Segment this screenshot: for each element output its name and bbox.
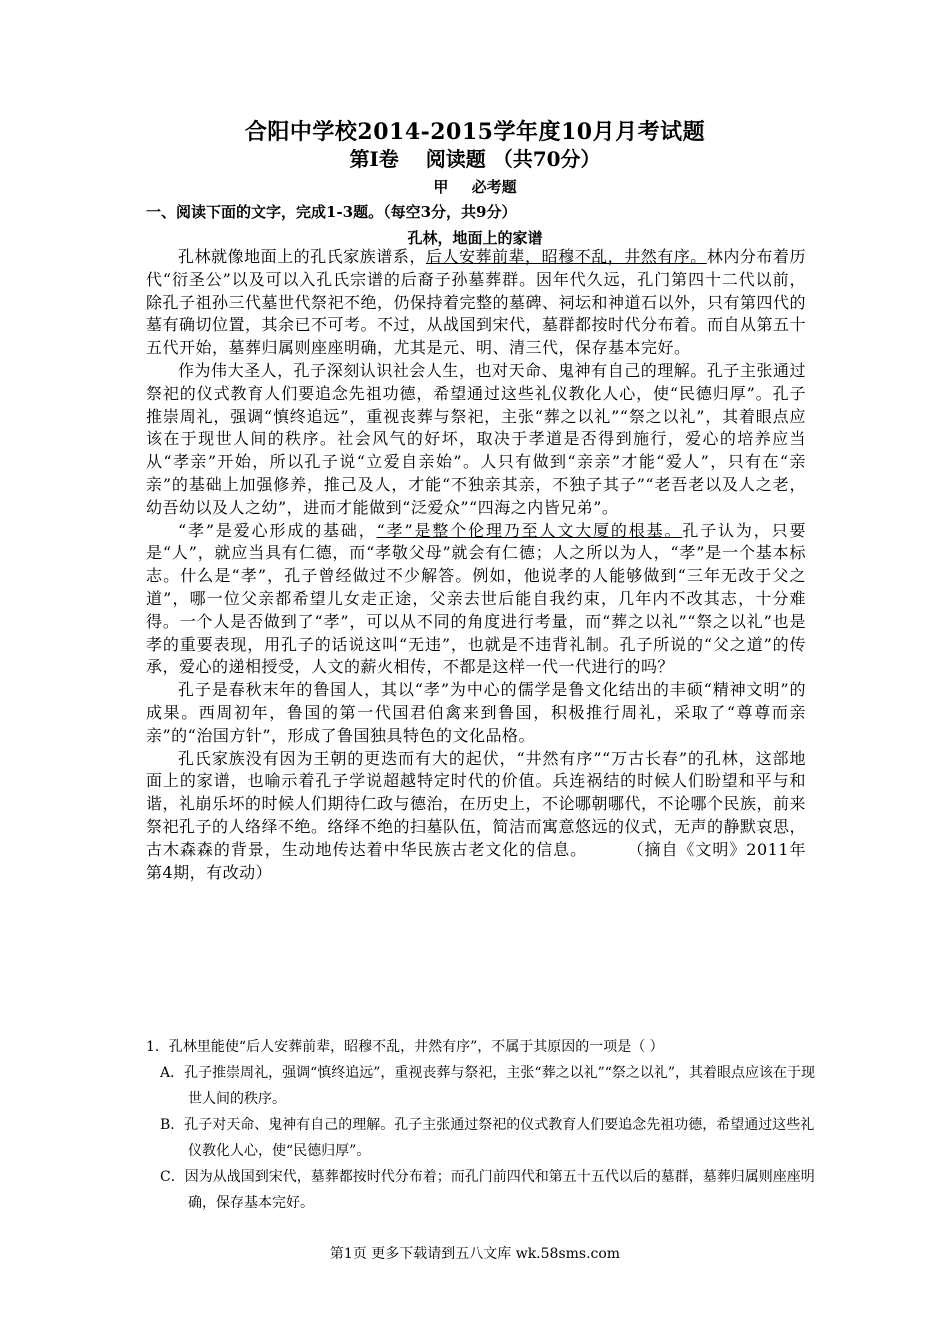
question-1-option-a: A．孔子推崇周礼，强调“慎终追远”，重视丧葬与祭祀，主张“葬之以礼”“祭之以礼”，其着眼点应该在于现世人间的秩序。 xyxy=(160,1065,816,1107)
article-paragraph-3: “孝”是爱心形成的基础，“孝”是整个伦理乃至人文大厦的根基。孔子认为，只要是“人”，就应当具有仁德，而“孝敬父母”就会有仁德；人之所以为人，“孝”是一个基本标志。什么是“孝”，孔子曾经做过不少解答。例如，他说孝的人能够做到“三年无改于父之道”，哪一位父亲都希望儿女走正途，父亲去世后能自我约束，几年内不改其志，十分难得。一个人是否做到了“孝”，可以从不同的角度进行考量，而“葬之以礼”“祭之以礼”也是孝的重要表现，用孔子的话说这叫“无违”，也就是不违背礼制。孔子所说的“父之道”的传承，爱心的递相授受，人文的薪火相传，不都是这样一代一代进行的吗？ xyxy=(146,520,806,677)
article-paragraph-1: 孔林就像地面上的孔氏家族谱系，后人安葬前辈，昭穆不乱，井然有序。林内分布着历代“衍圣公”以及可以入孔氏宗谱的后裔子孙墓葬群。因年代久远，孔门第四十二代以前，除孔子祖孙三代墓世代祭祀不绝，仍保持着完整的墓碑、祠坛和神道石以外，只有第四代的墓有确切位置，其余已不可考。不过，从战国到宋代，墓群都按时代分布着。而自从第五十五代开始，墓葬归属则座座明确，尤其是元、明、清三代，保存基本完好。 xyxy=(146,247,807,358)
part-title: 第Ⅰ卷 阅读题 （共70分） xyxy=(349,147,601,171)
page-footer: 第1页 更多下载请到五八文库 wk.58sms.com xyxy=(329,1246,621,1262)
article-paragraph-2: 作为伟大圣人，孔子深刻认识社会人生，也对天命、鬼神有自己的理解。孔子主张通过祭祀的仪式教育人们要追念先祖功德，希望通过这些礼仪教化人心，使“民德归厚”。孔子推崇周礼，强调“慎终追远”，重视丧葬与祭祀，主张“葬之以礼”“祭之以礼”，其着眼点应该在于现世人间的秩序。社会风气的好坏，取决于孝道是否得到施行，爱心的培养应当从“孝亲”开始，所以孔子说“立爱自亲始”。人只有做到“亲亲”才能“爱人”，只有在“亲亲”的基础上加强修养，推己及人，才能“不独亲其亲，不独子其子”“老吾老以及人之老，幼吾幼以及人之幼”，进而才能做到“泛爱众”“四海之内皆兄弟”。 xyxy=(146,360,806,517)
question-list xyxy=(146,1034,816,1216)
article-paragraph-4: 孔子是春秋末年的鲁国人，其以“孝”为中心的儒学是鲁文化结出的丰硕“精神文明”的成果。西周初年，鲁国的第一代国君伯禽来到鲁国，积极推行周礼，采取了“尊尊而亲亲”的“治国方针”，形成了鲁国独具特色的文化品格。 xyxy=(146,680,806,745)
question-1-option-c: C．因为从战国到宋代，墓葬都按时代分布着；而孔门前四代和第五十五代以后的墓群，墓葬归属则座座明确，保存基本完好。 xyxy=(160,1169,815,1211)
article-body xyxy=(146,246,806,884)
underlined-sentence: 后人安葬前辈，昭穆不乱，井然有序。 xyxy=(425,247,707,266)
question-1-stem: 1．孔林里能使“后人安葬前辈，昭穆不乱，井然有序”，不属于其原因的一项是（ ） xyxy=(146,1039,664,1055)
exam-title: 合阳中学校2014-2015学年度10月月考试题 xyxy=(244,119,706,145)
section-heading: 甲 必考题 xyxy=(433,178,517,196)
underlined-sentence: “孝”是整个伦理乃至人文大厦的根基。 xyxy=(376,520,683,540)
article-source: （摘自《文明》2011年第4期，有改动） xyxy=(146,839,806,882)
question-instruction: 一、阅读下面的文字，完成1-3题。（每空3分，共9分） xyxy=(146,203,517,221)
article-paragraph-5: 孔氏家族没有因为王朝的更迭而有大的起伏，“井然有序”“万古长春”的孔林，这部地面上的家谱，也喻示着孔子学说超越特定时代的价值。兵连祸结的时候人们盼望和平与和谐，礼崩乐坏的时候人们期待仁政与德治，在历史上，不论哪朝哪代，不论哪个民族，前来祭祀孔子的人络绎不绝。络绎不绝的扫墓队伍，简洁而寓意悠远的仪式，无声的静默哀思，古木森森的背景，生动地传达着中华民族古老文化的信息。 （摘自《文明》2011年第4期，有改动） xyxy=(146,748,807,882)
question-1-option-b: B．孔子对天命、鬼神有自己的理解。孔子主张通过祭祀的仪式教育人们要追念先祖功德，希望通过这些礼仪教化人心，使“民德归厚”。 xyxy=(160,1117,815,1159)
article-title: 孔林，地面上的家谱 xyxy=(407,229,543,247)
